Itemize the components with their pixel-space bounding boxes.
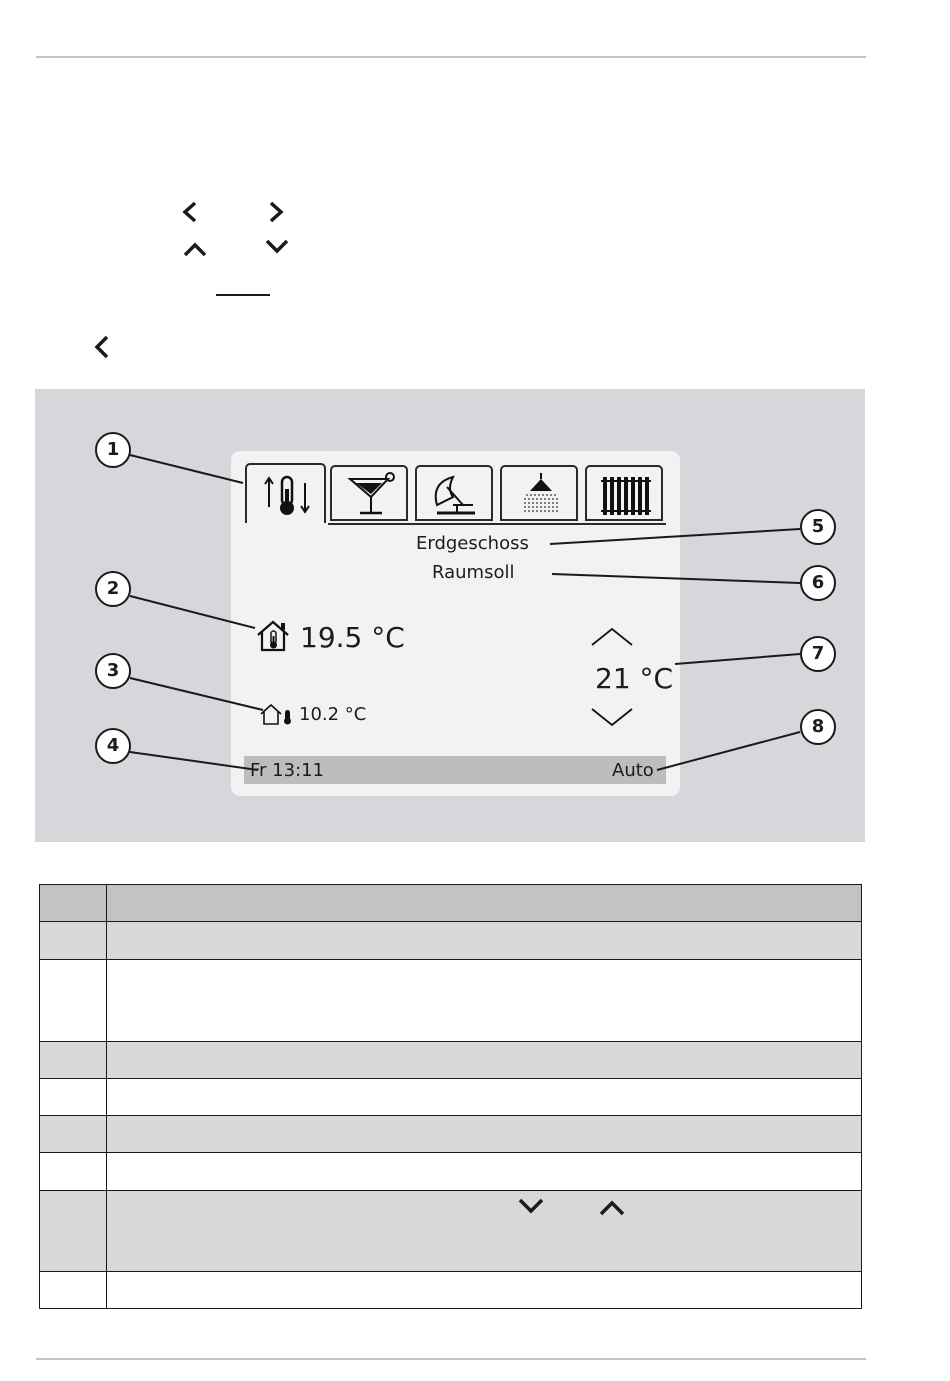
- status-mode: Auto: [612, 760, 654, 781]
- table-header-row: [40, 885, 862, 922]
- mode-label: Raumsoll: [432, 562, 515, 583]
- setpoint-temperature: 21 °C: [595, 662, 674, 695]
- table-row: [40, 1191, 862, 1272]
- room-temperature: 19.5 °C: [300, 621, 405, 654]
- table-row: [40, 922, 862, 960]
- chevron-down-icon: [517, 1197, 545, 1215]
- table-row: [40, 1042, 862, 1079]
- legend-table: [39, 884, 862, 1309]
- callout-4: 4: [95, 728, 131, 764]
- callout-3: 3: [95, 653, 131, 689]
- table-row: [40, 960, 862, 1042]
- callout-7: 7: [800, 636, 836, 672]
- outdoor-temperature: 10.2 °C: [299, 704, 367, 725]
- table-row: [40, 1153, 862, 1191]
- table-row: [40, 1116, 862, 1153]
- callout-2: 2: [95, 571, 131, 607]
- callout-8: 8: [800, 709, 836, 745]
- table-row: [40, 1079, 862, 1116]
- zone-name: Erdgeschoss: [416, 533, 529, 554]
- table-row: [40, 1272, 862, 1309]
- status-day-time: Fr 13:11: [250, 760, 325, 781]
- callout-6: 6: [800, 565, 836, 601]
- callout-5: 5: [800, 509, 836, 545]
- chevron-up-icon: [598, 1199, 626, 1217]
- callout-1: 1: [95, 432, 131, 468]
